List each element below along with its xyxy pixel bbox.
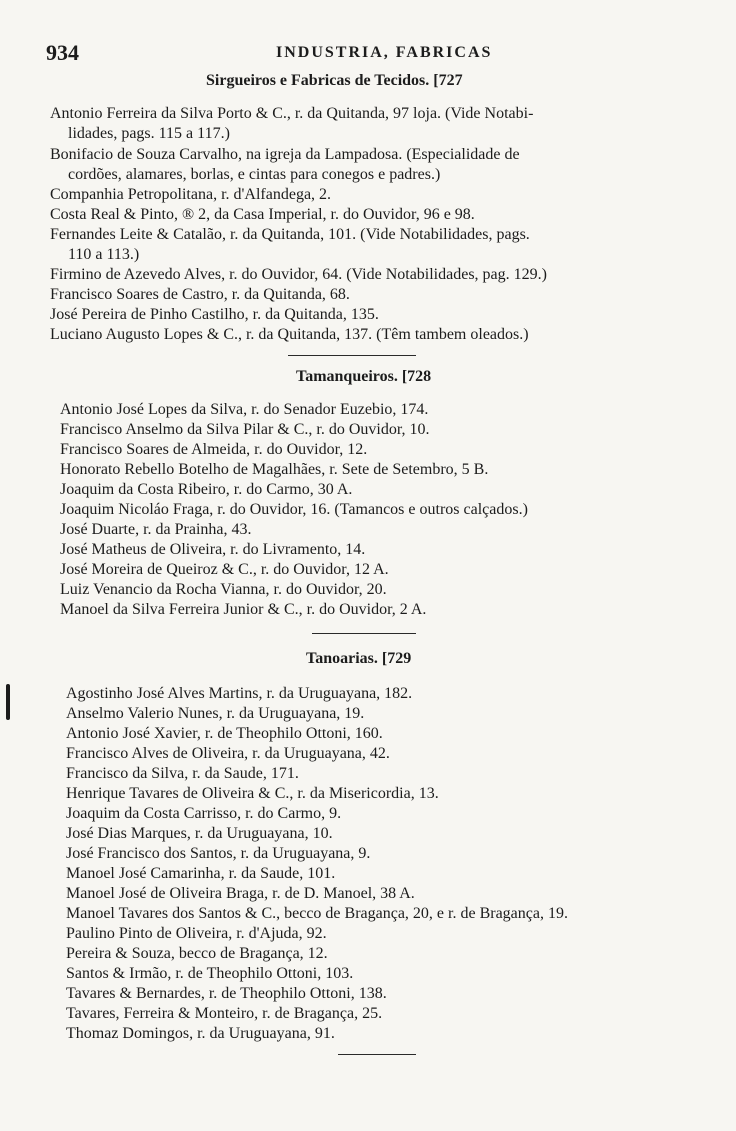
list-item: Joaquim da Costa Ribeiro, r. do Carmo, 30 A. bbox=[60, 481, 353, 498]
list-item: Firmino de Azevedo Alves, r. do Ouvidor, 64. (Vide Notabilidades, pag. 129.) bbox=[50, 266, 547, 283]
list-item: Pereira & Souza, becco de Bragança, 12. bbox=[66, 945, 328, 962]
list-item: Honorato Rebello Botelho de Magalhães, r. Sete de Setembro, 5 B. bbox=[60, 461, 489, 478]
list-item: Manoel José Camarinha, r. da Saude, 101. bbox=[66, 865, 336, 882]
list-item: José Francisco dos Santos, r. da Uruguayana, 9. bbox=[66, 845, 371, 862]
list-item: Manoel José de Oliveira Braga, r. de D. Manoel, 38 A. bbox=[66, 885, 415, 902]
list-item: Manoel da Silva Ferreira Junior & C., r. do Ouvidor, 2 A. bbox=[60, 601, 427, 618]
list-item: Francisco Soares de Almeida, r. do Ouvidor, 12. bbox=[60, 441, 368, 458]
section-divider bbox=[338, 1054, 416, 1055]
list-item-continuation: cordões, alamares, borlas, e cintas para conegos e padres.) bbox=[68, 166, 441, 183]
list-item: Costa Real & Pinto, ® 2, da Casa Imperial, r. do Ouvidor, 96 e 98. bbox=[50, 206, 475, 223]
list-item: Henrique Tavares de Oliveira & C., r. da Misericordia, 13. bbox=[66, 785, 439, 802]
list-item: Tavares, Ferreira & Monteiro, r. de Bragança, 25. bbox=[66, 1005, 383, 1022]
list-item: Bonifacio de Souza Carvalho, na igreja da Lampadosa. (Especialidade de bbox=[50, 146, 520, 163]
list-item: Santos & Irmão, r. de Theophilo Ottoni, 103. bbox=[66, 965, 354, 982]
list-item: José Pereira de Pinho Castilho, r. da Quitanda, 135. bbox=[50, 306, 379, 323]
page-number: 934 bbox=[46, 40, 79, 65]
list-item: Francisco da Silva, r. da Saude, 171. bbox=[66, 765, 299, 782]
section-title-729: Tanoarias. [729 bbox=[306, 650, 412, 667]
list-item: Fernandes Leite & Catalão, r. da Quitanda, 101. (Vide Notabilidades, pags. bbox=[50, 226, 530, 243]
section-title-727: Sirgueiros e Fabricas de Tecidos. [727 bbox=[206, 72, 463, 89]
list-item: Luiz Venancio da Rocha Vianna, r. do Ouvidor, 20. bbox=[60, 581, 387, 598]
list-item: Antonio Ferreira da Silva Porto & C., r. da Quitanda, 97 loja. (Vide Notabi- bbox=[50, 105, 534, 122]
list-item: Francisco Anselmo da Silva Pilar & C., r. do Ouvidor, 10. bbox=[60, 421, 430, 438]
margin-mark bbox=[6, 684, 10, 720]
list-item: Thomaz Domingos, r. da Uruguayana, 91. bbox=[66, 1025, 335, 1042]
list-item: José Duarte, r. da Prainha, 43. bbox=[60, 521, 252, 538]
list-item: Luciano Augusto Lopes & C., r. da Quitanda, 137. (Têm tambem oleados.) bbox=[50, 326, 529, 343]
list-item: Antonio José Lopes da Silva, r. do Senador Euzebio, 174. bbox=[60, 401, 429, 418]
list-item: Joaquim da Costa Carrisso, r. do Carmo, 9. bbox=[66, 805, 342, 822]
list-item: Agostinho José Alves Martins, r. da Uruguayana, 182. bbox=[66, 685, 413, 702]
running-title: INDUSTRIA, FABRICAS bbox=[276, 44, 493, 61]
list-item-continuation: lidades, pags. 115 a 117.) bbox=[68, 125, 230, 142]
list-item: José Moreira de Queiroz & C., r. do Ouvidor, 12 A. bbox=[60, 561, 389, 578]
list-item-continuation: 110 a 113.) bbox=[68, 246, 140, 263]
list-item: Francisco Soares de Castro, r. da Quitanda, 68. bbox=[50, 286, 350, 303]
list-item: José Matheus de Oliveira, r. do Livramento, 14. bbox=[60, 541, 366, 558]
list-item: Tavares & Bernardes, r. de Theophilo Ottoni, 138. bbox=[66, 985, 387, 1002]
list-item: Francisco Alves de Oliveira, r. da Uruguayana, 42. bbox=[66, 745, 390, 762]
section-title-728: Tamanqueiros. [728 bbox=[296, 368, 432, 385]
list-item: Antonio José Xavier, r. de Theophilo Ottoni, 160. bbox=[66, 725, 383, 742]
section-divider bbox=[312, 633, 416, 634]
list-item: José Dias Marques, r. da Uruguayana, 10. bbox=[66, 825, 333, 842]
list-item: Companhia Petropolitana, r. d'Alfandega, 2. bbox=[50, 186, 332, 203]
list-item: Anselmo Valerio Nunes, r. da Uruguayana, 19. bbox=[66, 705, 365, 722]
list-item: Manoel Tavares dos Santos & C., becco de Bragança, 20, e r. de Bragança, 19. bbox=[66, 905, 568, 922]
list-item: Paulino Pinto de Oliveira, r. d'Ajuda, 92. bbox=[66, 925, 327, 942]
page-header bbox=[46, 40, 696, 66]
section-divider bbox=[288, 355, 416, 356]
list-item: Joaquim Nicoláo Fraga, r. do Ouvidor, 16. (Tamancos e outros calçados.) bbox=[60, 501, 528, 518]
